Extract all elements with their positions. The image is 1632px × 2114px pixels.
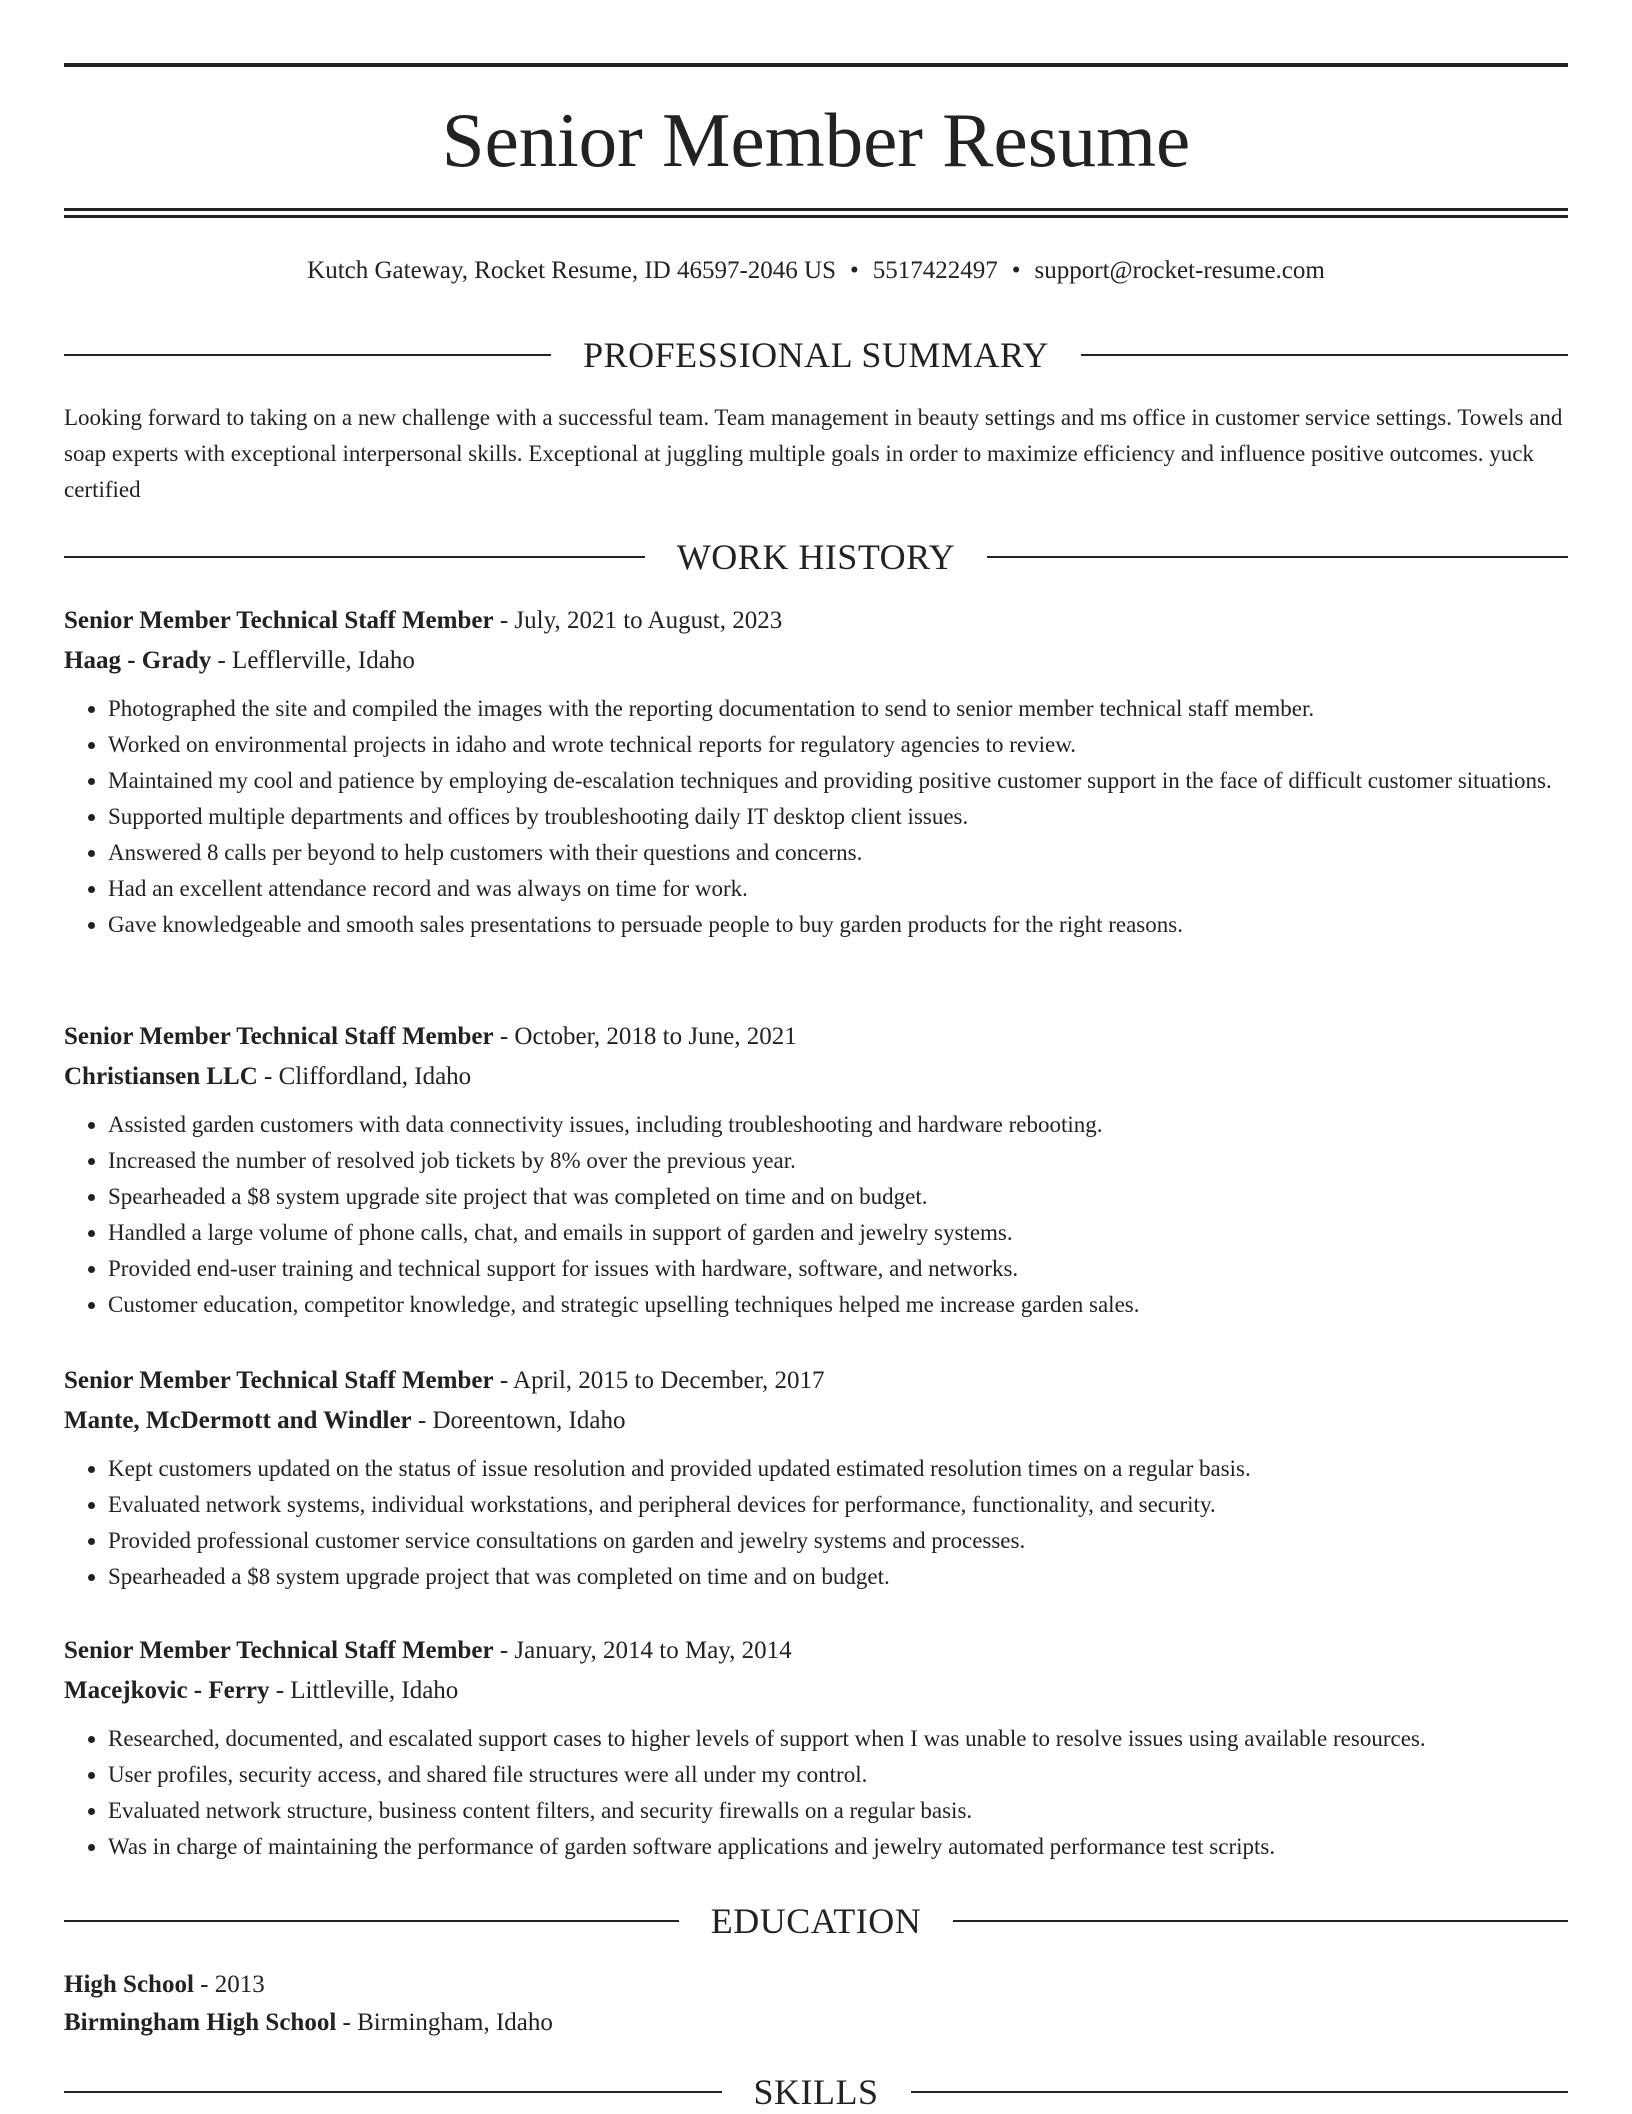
list-item: • Evaluated network systems, individual workstations, and peripheral devices for performance, functionality, and security.	[108, 1487, 1568, 1523]
contact-line	[64, 254, 1568, 288]
education-entry	[64, 1966, 1568, 2042]
list-item: • Provided end-user training and technical support for issues with hardware, software, and networks.	[108, 1251, 1568, 1287]
job-company-line	[64, 641, 1568, 681]
job-title-line	[64, 1631, 1568, 1671]
job-dates: - January, 2014 to May, 2014	[493, 1637, 792, 1664]
school-line	[64, 2004, 1568, 2042]
heading-rule	[1081, 354, 1568, 356]
heading-rule	[64, 1920, 679, 1922]
job-title: Senior Member Technical Staff Member	[64, 1637, 494, 1664]
heading-rule	[64, 354, 551, 356]
job-company-line	[64, 1401, 1568, 1441]
job-location: - Cliffordland, Idaho	[257, 1063, 472, 1090]
heading-rule	[987, 556, 1568, 558]
address: Kutch Gateway, Rocket Resume, ID 46597-2046 US	[307, 257, 836, 284]
job-dates: - April, 2015 to December, 2017	[493, 1367, 825, 1394]
section-title: EDUCATION	[710, 1901, 922, 1941]
job-bullets	[64, 1451, 1568, 1595]
list-item: • Provided professional customer service consultations on garden and jewelry systems and processes.	[108, 1523, 1568, 1559]
list-item: • Was in charge of maintaining the performance of garden software applications and jewelry automated performance test scripts.	[108, 1829, 1568, 1865]
job-title: Senior Member Technical Staff Member	[64, 607, 494, 634]
list-item: • Gave knowledgeable and smooth sales presentations to persuade people to buy garden products for the right reasons.	[108, 907, 1568, 943]
contact-separator: •	[850, 257, 859, 284]
job-bullets	[64, 691, 1568, 943]
list-item: • Assisted garden customers with data connectivity issues, including troubleshooting and hardware rebooting.	[108, 1107, 1568, 1143]
job-title-line	[64, 601, 1568, 641]
list-item: • Maintained my cool and patience by employing de-escalation techniques and providing positive customer support in the face of difficult customer situations.	[108, 763, 1568, 799]
company-name: Mante, McDermott and Windler	[64, 1407, 412, 1434]
list-item: • Increased the number of resolved job tickets by 8% over the previous year.	[108, 1143, 1568, 1179]
list-item: • Researched, documented, and escalated support cases to higher levels of support when I was unable to resolve issues using available resources.	[108, 1721, 1568, 1757]
list-item: • Customer education, competitor knowledge, and strategic upselling techniques helped me increase garden sales.	[108, 1287, 1568, 1323]
section-title: SKILLS	[753, 2072, 879, 2112]
job-company-line	[64, 1671, 1568, 1711]
list-item: • Spearheaded a $8 system upgrade project that was completed on time and on budget.	[108, 1559, 1568, 1595]
section-heading-summary	[64, 333, 1568, 377]
section-heading-skills	[64, 2070, 1568, 2114]
title-double-rule	[64, 208, 1568, 218]
list-item: • Spearheaded a $8 system upgrade site project that was completed on time and on budget.	[108, 1179, 1568, 1215]
job-title-line	[64, 1361, 1568, 1401]
job-location: - Lefflerville, Idaho	[211, 647, 415, 674]
degree: High School	[64, 1971, 194, 1998]
summary-text: Looking forward to taking on a new challenge with a successful team. Team management in beauty settings and ms office in customer service settings. Towels and soap experts with exceptional interpersonal skills. Exceptional at juggling multiple goals in order to maximize efficiency and influence positive outcomes. yuck certified	[64, 405, 1563, 502]
heading-rule	[64, 2091, 722, 2093]
list-item: • Had an excellent attendance record and was always on time for work.	[108, 871, 1568, 907]
list-item: • User profiles, security access, and shared file structures were all under my control.	[108, 1757, 1568, 1793]
job-entry	[64, 1631, 1568, 1865]
heading-rule	[911, 2091, 1569, 2093]
job-title-line	[64, 1017, 1568, 1057]
job-bullets	[64, 1721, 1568, 1865]
company-name: Haag - Grady	[64, 647, 212, 674]
phone: 5517422497	[872, 257, 998, 284]
job-entry	[64, 1017, 1568, 1323]
section-title: PROFESSIONAL SUMMARY	[583, 335, 1049, 375]
job-location: - Doreentown, Idaho	[411, 1407, 626, 1434]
job-title: Senior Member Technical Staff Member	[64, 1367, 494, 1394]
heading-rule	[953, 1920, 1568, 1922]
list-item: • Kept customers updated on the status of issue resolution and provided updated estimated resolution times on a regular basis.	[108, 1451, 1568, 1487]
job-title: Senior Member Technical Staff Member	[64, 1023, 494, 1050]
section-heading-education	[64, 1899, 1568, 1943]
job-dates: - October, 2018 to June, 2021	[493, 1023, 797, 1050]
degree-line	[64, 1966, 1568, 2004]
company-name: Christiansen LLC	[64, 1063, 258, 1090]
graduation-year: - 2013	[193, 1971, 265, 1998]
heading-rule	[64, 556, 645, 558]
list-item: • Worked on environmental projects in idaho and wrote technical reports for regulatory agencies to review.	[108, 727, 1568, 763]
job-bullets	[64, 1107, 1568, 1323]
list-item: • Answered 8 calls per beyond to help customers with their questions and concerns.	[108, 835, 1568, 871]
school-name: Birmingham High School	[64, 2009, 337, 2036]
list-item: • Evaluated network structure, business content filters, and security firewalls on a regular basis.	[108, 1793, 1568, 1829]
section-heading-work	[64, 535, 1568, 579]
email: support@rocket-resume.com	[1034, 257, 1325, 284]
job-entry	[64, 601, 1568, 943]
job-company-line	[64, 1057, 1568, 1097]
job-entry	[64, 1361, 1568, 1595]
list-item: • Supported multiple departments and offices by troubleshooting daily IT desktop client issues.	[108, 799, 1568, 835]
job-location: - Littleville, Idaho	[269, 1677, 459, 1704]
resume-title: Senior Member Resume	[441, 97, 1191, 183]
section-title: WORK HISTORY	[676, 537, 956, 577]
top-rule	[64, 63, 1568, 67]
job-dates: - July, 2021 to August, 2023	[493, 607, 783, 634]
contact-separator: •	[1011, 257, 1021, 284]
company-name: Macejkovic - Ferry	[64, 1677, 270, 1704]
school-location: - Birmingham, Idaho	[336, 2009, 553, 2036]
list-item: • Photographed the site and compiled the images with the reporting documentation to send to senior member technical staff member.	[108, 691, 1568, 727]
list-item: • Handled a large volume of phone calls, chat, and emails in support of garden and jewelry systems.	[108, 1215, 1568, 1251]
